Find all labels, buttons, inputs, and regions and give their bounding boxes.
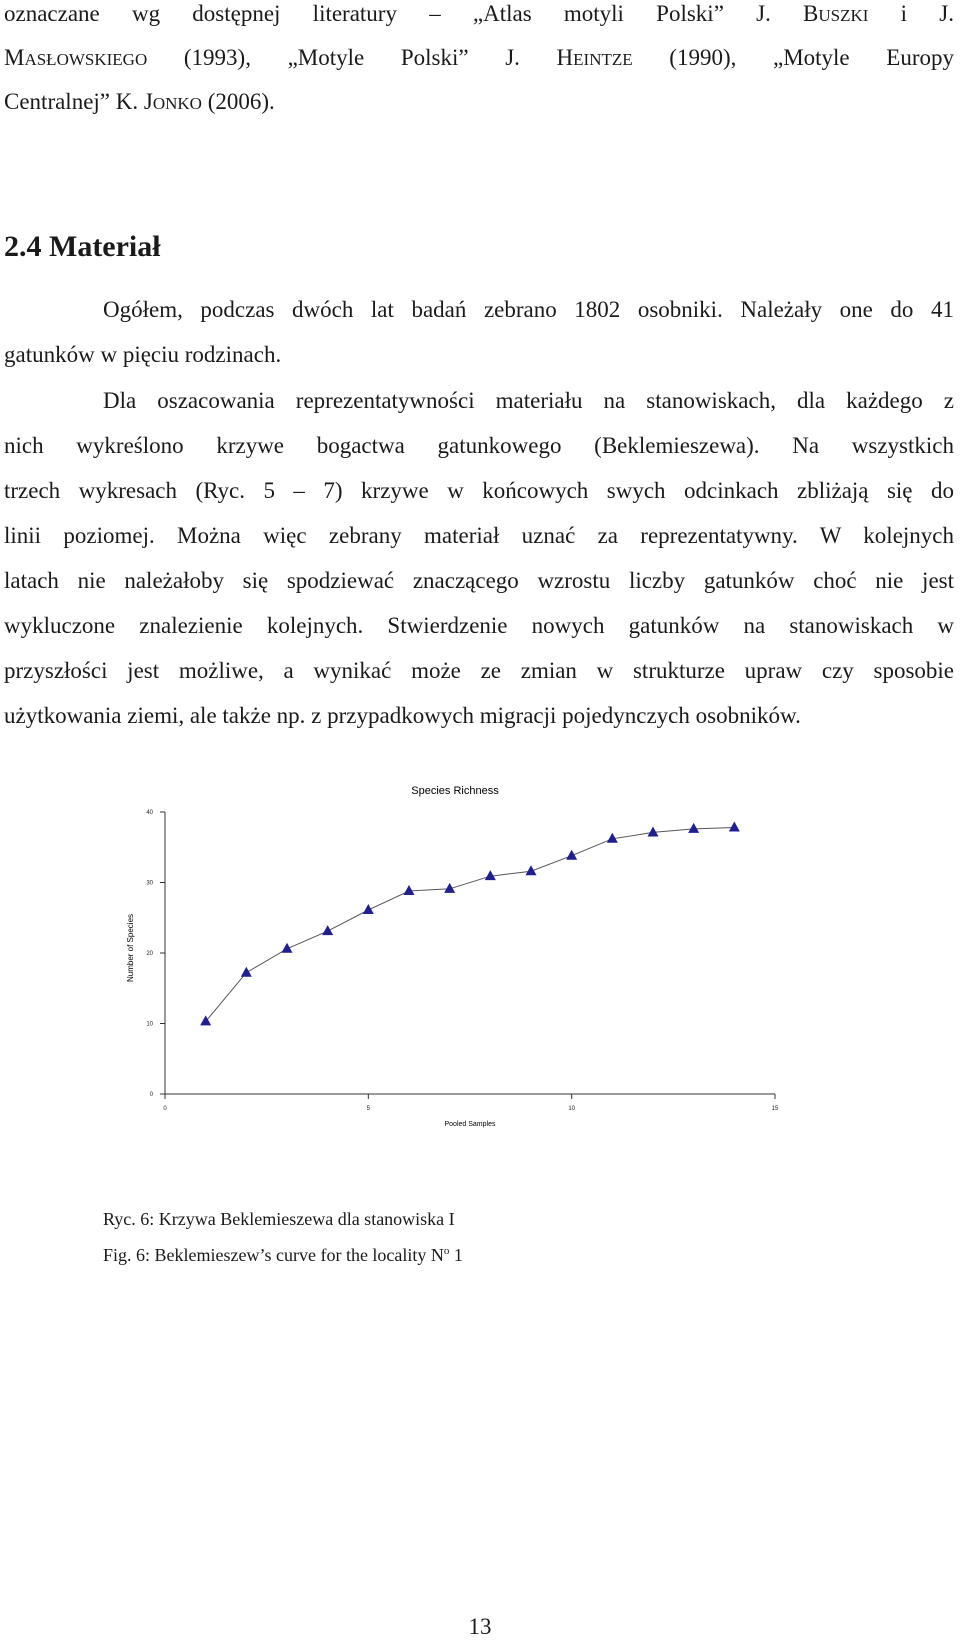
figure-caption-pl: Ryc. 6: Krzywa Beklemieszewa dla stanowiska I (103, 1209, 455, 1229)
intro-line-1: oznaczane wg dostępnej literatury – „Atlas motyli Polski” J. BUSZKI i J. (4, 1, 954, 26)
section-heading: 2.4 Materiał (4, 230, 161, 263)
y-tick-label: 10 (146, 1021, 153, 1028)
author-smallcaps: EINTZE (573, 50, 633, 69)
chart-x-axis-label: Pooled Samples (444, 1121, 496, 1128)
data-point-triangle (404, 885, 415, 895)
y-tick-label: 20 (146, 951, 153, 957)
data-point-triangle (363, 904, 374, 914)
data-point-triangle (485, 870, 496, 880)
y-tick-label: 0 (149, 1092, 153, 1098)
data-point-triangle (322, 925, 333, 935)
author-smallcaps: ONKO (152, 94, 202, 113)
paragraph-2-line: trzech wykresach (Ryc. 5 – 7) krzywe w końcowych swych odcinkach zbliżają się do (4, 478, 954, 503)
author-smallcaps: ASŁOWSKIEGO (24, 50, 148, 69)
paragraph-2-line: latach nie należałoby się spodziewać znaczącego wzrostu liczby gatunków choć nie jest (4, 568, 954, 593)
paragraph-1-line: gatunków w pięciu rodzinach. (4, 342, 282, 367)
paragraph-2-line: wykluczone znalezienie kolejnych. Stwierdzenie nowych gatunków na stanowiskach w (4, 613, 954, 638)
x-tick-label: 0 (163, 1106, 167, 1112)
intro-line-3: Centralnej” K. JONKO (2006). (4, 89, 275, 114)
superscript: o (443, 1245, 450, 1257)
data-point-triangle (729, 822, 740, 832)
chart-y-axis-label: Number of Species (126, 913, 135, 983)
y-tick-label: 30 (146, 880, 153, 887)
author-smallcaps: USZKI (818, 6, 869, 25)
paragraph-2-line: Dla oszacowania reprezentatywności materiału na stanowiskach, dla każdego z (103, 388, 954, 413)
paragraph-2-line: użytkowania ziemi, ale także np. z przypadkowych migracji pojedynczych osobników. (4, 703, 801, 728)
data-point-triangle (282, 943, 293, 953)
chart-axes (146, 810, 779, 1112)
y-tick-label: 40 (146, 810, 153, 816)
chart-title: Species Richness (411, 785, 499, 797)
x-tick-label: 5 (366, 1106, 371, 1112)
paragraph-1-line: Ogółem, podczas dwóch lat badań zebrano 1802 osobniki. Należały one do 41 (103, 297, 954, 322)
data-point-triangle (688, 823, 699, 833)
data-point-triangle (648, 826, 659, 836)
x-tick-label: 15 (771, 1106, 779, 1112)
series-line (206, 828, 735, 1022)
data-point-triangle (566, 850, 577, 860)
figure-caption-en: Fig. 6: Beklemieszew’s curve for the locality $N^o$ 1 (103, 1245, 463, 1265)
paragraph-2-line: linii poziomej. Można więc zebrany materiał uznać za reprezentatywny. W kolejnych (4, 523, 954, 548)
x-tick-label: 10 (568, 1106, 576, 1112)
page-number: 13 (468, 1614, 492, 1639)
paragraph-2-line: przyszłości jest możliwe, a wynikać może ze zmian w strukturze upraw czy sposobie (4, 658, 954, 683)
paragraph-2-line: nich wykreślono krzywe bogactwa gatunkowego (Beklemieszewa). Na wszystkich (4, 433, 954, 458)
species-richness-chart (126, 785, 830, 1168)
intro-line-2: MASŁOWSKIEGO (1993), „Motyle Polski” J. HEINTZE (1990), „Motyle Europy (4, 45, 954, 70)
chart-series (200, 822, 740, 1026)
data-point-triangle (241, 967, 252, 977)
